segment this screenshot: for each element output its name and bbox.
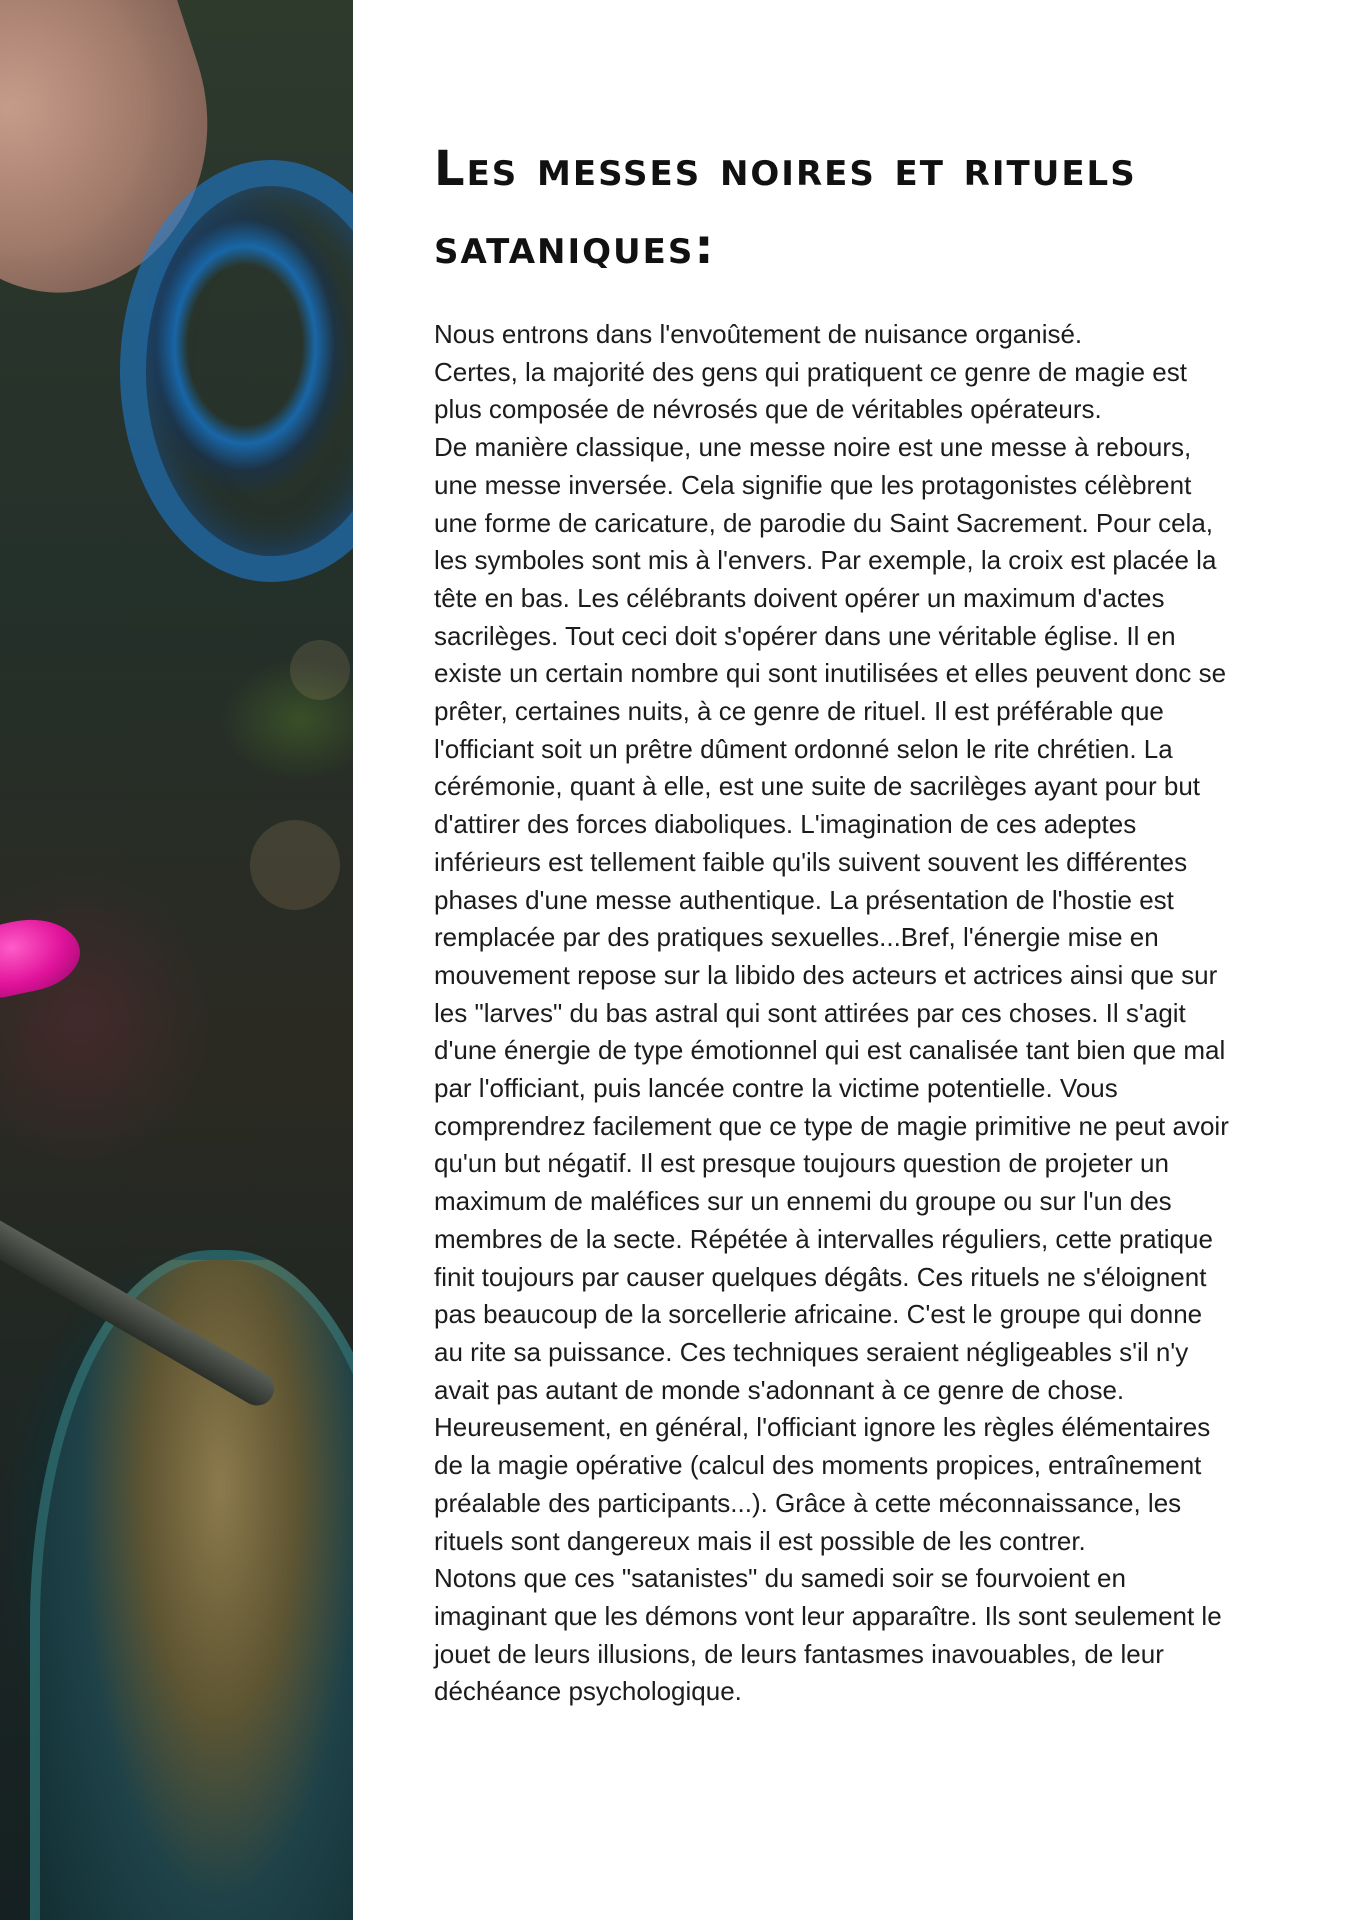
decorative-photo-panel: [0, 0, 353, 1920]
article-body: [434, 316, 1234, 1711]
paragraph: Certes, la majorité des gens qui pratiquent ce genre de magie est plus composée de névrosés que de véritables opérateurs.: [434, 356, 1187, 425]
bokeh-light: [290, 640, 350, 700]
bokeh-light: [250, 820, 340, 910]
paragraph: Notons que ces "satanistes" du samedi soir se fourvoient en imaginant que les démons vont leur apparaître. Ils sont seulement le jouet de leurs illusions, de leurs fantasmes inavouables, de leur déchéance psychologique.: [434, 1563, 1222, 1707]
paragraph: Nous entrons dans l'envoûtement de nuisance organisé.: [434, 319, 1083, 349]
paragraph: Heureusement, en général, l'officiant ignore les règles élémentaires de la magie opérative (calcul des moments propices, entraînement préalable des participants...). Grâce à cette méconnaissance, les rituels sont dangereux mais il est possible de les contrer.: [434, 1412, 1211, 1556]
paragraph: De manière classique, une messe noire est une messe à rebours, une messe inversée. Cela signifie que les protagonistes célèbrent une forme de caricature, de parodie du Saint Sacrement. Pour cela, les symboles sont mis à l'envers. Par exemple, la croix est placée la tête en bas. Les célébrants doivent opérer un maximum d'actes sacrilèges. Tout ceci doit s'opérer dans une véritable église. Il en existe un certain nombre qui sont inutilisées et elles peuvent donc se prêter, certaines nuits, à ce genre de rituel. Il est préférable que l'officiant soit un prêtre dûment ordonné selon le rite chrétien. La cérémonie, quant à elle, est une suite de sacrilèges ayant pour but d'attirer des forces diaboliques. L'imagination de ces adeptes inférieurs est tellement faible qu'ils suivent souvent les différentes phases d'une messe authentique. La présentation de l'hostie est remplacée par des pratiques sexuelles...Bref, l'énergie mise en mouvement repose sur la libido des acteurs et actrices ainsi que sur les "larves" du bas astral qui sont attirées par ces choses. Il s'agit d'une énergie de type émotionnel qui est canalisée tant bien que mal par l'officiant, puis lancée contre la victime potentielle. Vous comprendrez facilement que ce type de magie primitive ne peut avoir qu'un but négatif. Il est presque toujours question de projeter un maximum de maléfices sur un ennemi du groupe ou sur l'un des membres de la secte. Répétée à intervalles réguliers, cette pratique finit toujours par causer quelques dégâts. Ces rituels ne s'éloignent pas beaucoup de la sorcellerie africaine. C'est le groupe qui donne au rite sa puissance. Ces techniques seraient négligeables s'il n'y avait pas autant de monde s'adonnant à ce genre de chose.: [434, 432, 1229, 1405]
article: [434, 130, 1234, 1711]
page-title: Les messes noires et rituels sataniques:: [434, 141, 1137, 275]
pink-nail-image-detail: [0, 909, 86, 1002]
